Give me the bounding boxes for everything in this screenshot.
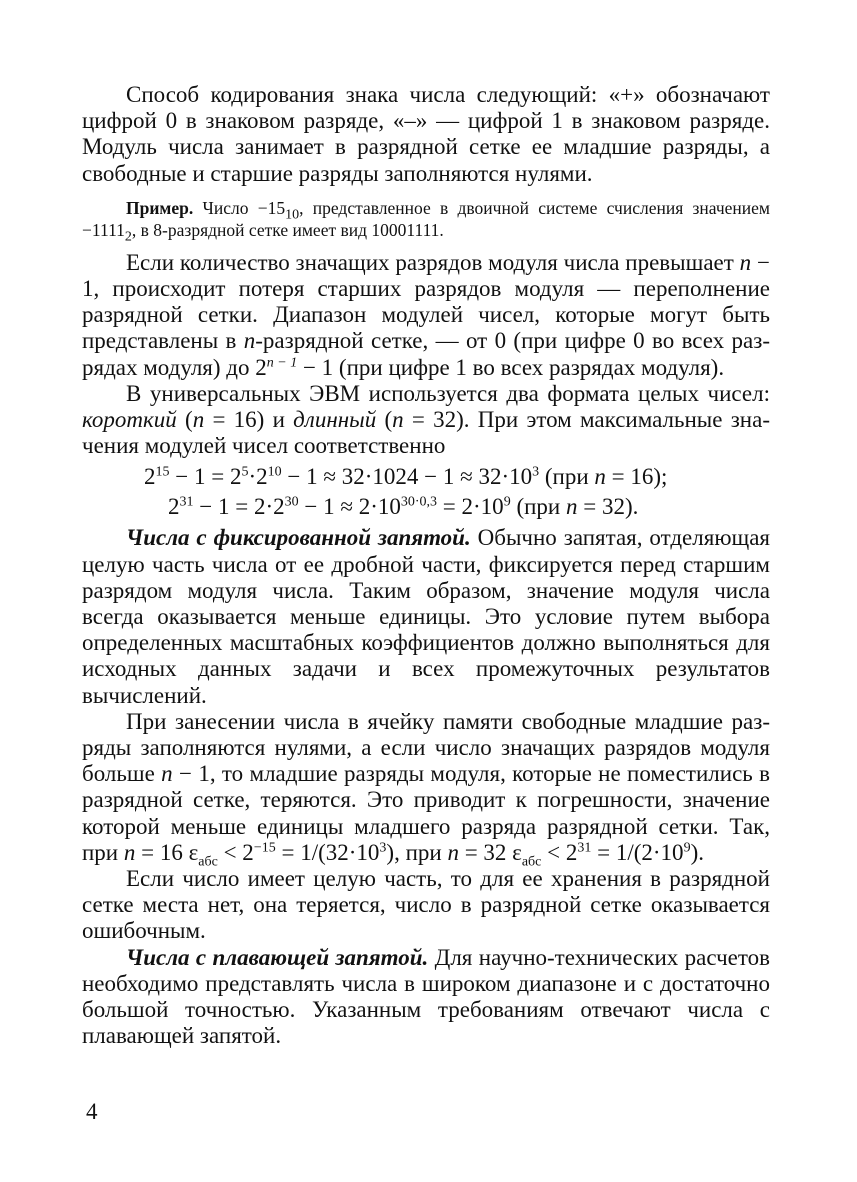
text: − 1 (при цифре 1 во всех разрядах модуля). [297,354,725,380]
paragraph-error [82,708,770,870]
term-short: короткий [82,407,177,433]
var-n: n [243,328,256,354]
var-n: n [739,249,752,275]
paragraph-sign-encoding: Способ кодирования знака числа следующий: «+» обозначают цифрой 0 в знаковом разряде, «–» — цифрой 1 в знаковом разряде. Модуль числа занимает в разрядной сетке ее младшие разряды, а свободные и старшие разряды заполняются нулями. [82,82,770,186]
text: ( [176,407,193,433]
text: − 1, происходит потеря старших разрядов модуля — переполнение разрядной сетки. Диапазон модулей чисел, которые могут быть представлены в [82,249,770,354]
text: (при [539,464,595,490]
page-number: 4 [86,1099,98,1124]
var-n: n [161,761,173,787]
var-n: n [447,839,459,865]
text: = 16 ε [135,839,199,865]
text: В универсальных ЭВМ используется два формата целых чисел: [126,380,770,406]
text: = 32 ε [458,839,522,865]
superscript [267,355,297,370]
text: = 2·10 [437,494,504,520]
example-sub-1: 10 [285,207,300,223]
text: − 1 ≈ 32·1024 − 1 ≈ 32·10 [281,464,533,490]
superscript: 31 [577,840,592,856]
superscript: 30 [284,494,299,510]
var-n: n [565,494,578,520]
superscript: 9 [683,840,691,856]
term-long: длинный [293,407,377,433]
subscript: абс [521,854,542,870]
text: = 1/(32·10 [275,839,380,865]
page-body [82,82,770,1050]
subscript: абс [198,854,218,870]
var-n: n [392,407,404,433]
formula-32-bit [82,492,770,522]
paragraph-fixed-point [82,525,770,708]
text: = 1/(2·10 [591,839,684,865]
paragraph-formats [82,381,770,460]
example-label: Пример. [126,197,194,218]
text: 2 [168,494,180,520]
superscript: 30·0,3 [400,494,438,510]
example-sub-2: 2 [124,229,132,245]
text: Если количество значащих разрядов модуля числа превышает [126,249,740,275]
paragraph-overflow [82,250,770,381]
heading-fixed-point: Числа с фиксированной запятой. [126,525,471,551]
superscript: 5 [241,464,249,480]
text: − 1 = 2 [169,464,242,490]
example-text-1: Число −15 [193,197,286,218]
text: − 1, то младшие разряды модуля, которые не поместились в разрядной сетке, теряются. Это приводит к погрешности, значение которой меньше единицы младшего разряда разрядной сетки. Так, при [82,761,770,865]
var-n: n [192,407,205,433]
example-text-3: , в 8-разрядной сетке имеет вид 10001111. [131,219,444,240]
text: = 32). При этом максимальные значения модулей чисел соответственно [82,407,770,459]
text: ( [376,407,393,433]
example-text-2: , представленное в двоичной системе счисления значением −1111 [82,197,770,240]
text: < 2 [541,839,578,865]
text: ). [690,839,704,865]
text: ), при [386,839,448,865]
text: ·2 [248,464,268,490]
text: = 16); [605,464,668,490]
formula-16-bit [82,462,770,492]
text: − 1 = 2·2 [193,494,285,520]
superscript: 31 [179,494,194,510]
text: (при [510,494,566,520]
text: При занесении числа в ячейку памяти свободные младшие разряды заполняются нулями, а если число значащих разрядов модуля больше [82,708,770,787]
paragraph-floating-point [82,945,770,1050]
text: < 2 [217,839,254,865]
superscript: −15 [253,840,276,856]
text: 2 [144,464,156,490]
text: = 16) и [204,407,294,433]
heading-floating-point: Числа с плавающей запятой. [126,944,429,970]
text: Для научно-технических расчетов необходимо представлять числа в широком диапазоне и с достаточно большой точностью. Указанным требованиям отвечают числа с плавающей запятой. [82,944,770,1049]
text: Обычно запятая, отделяющая целую часть числа от ее дробной части, фиксируется перед старшим разрядом модуля числа. Таким образом, значение модуля числа всегда оказывается меньше единицы. Это условие путем выбора определенных масштабных коэффициентов должно выполняться для исходных данных задачи и всех промежуточных результатов вычислений. [82,525,770,708]
var-n: n [594,464,606,490]
text: = 32). [577,494,639,520]
superscript: 3 [532,464,540,480]
text: − 1 ≈ 2·10 [298,494,401,520]
paragraph-integer-part: Если число имеет целую часть, то для ее хранения в разрядной сетке места нет, она теряется, число в разрядной сетке оказывается ошибочным. [82,866,770,944]
superscript: 9 [503,494,511,510]
var-n: n [123,839,136,865]
text: -разрядной сетке, — от 0 (при цифре 0 во всех разрядах модуля) до 2 [82,328,771,380]
superscript: 3 [379,840,387,856]
superscript: 15 [155,464,170,480]
var-n-minus-1: n − 1 [266,354,298,370]
superscript: 10 [267,464,282,480]
example-paragraph [82,197,770,245]
